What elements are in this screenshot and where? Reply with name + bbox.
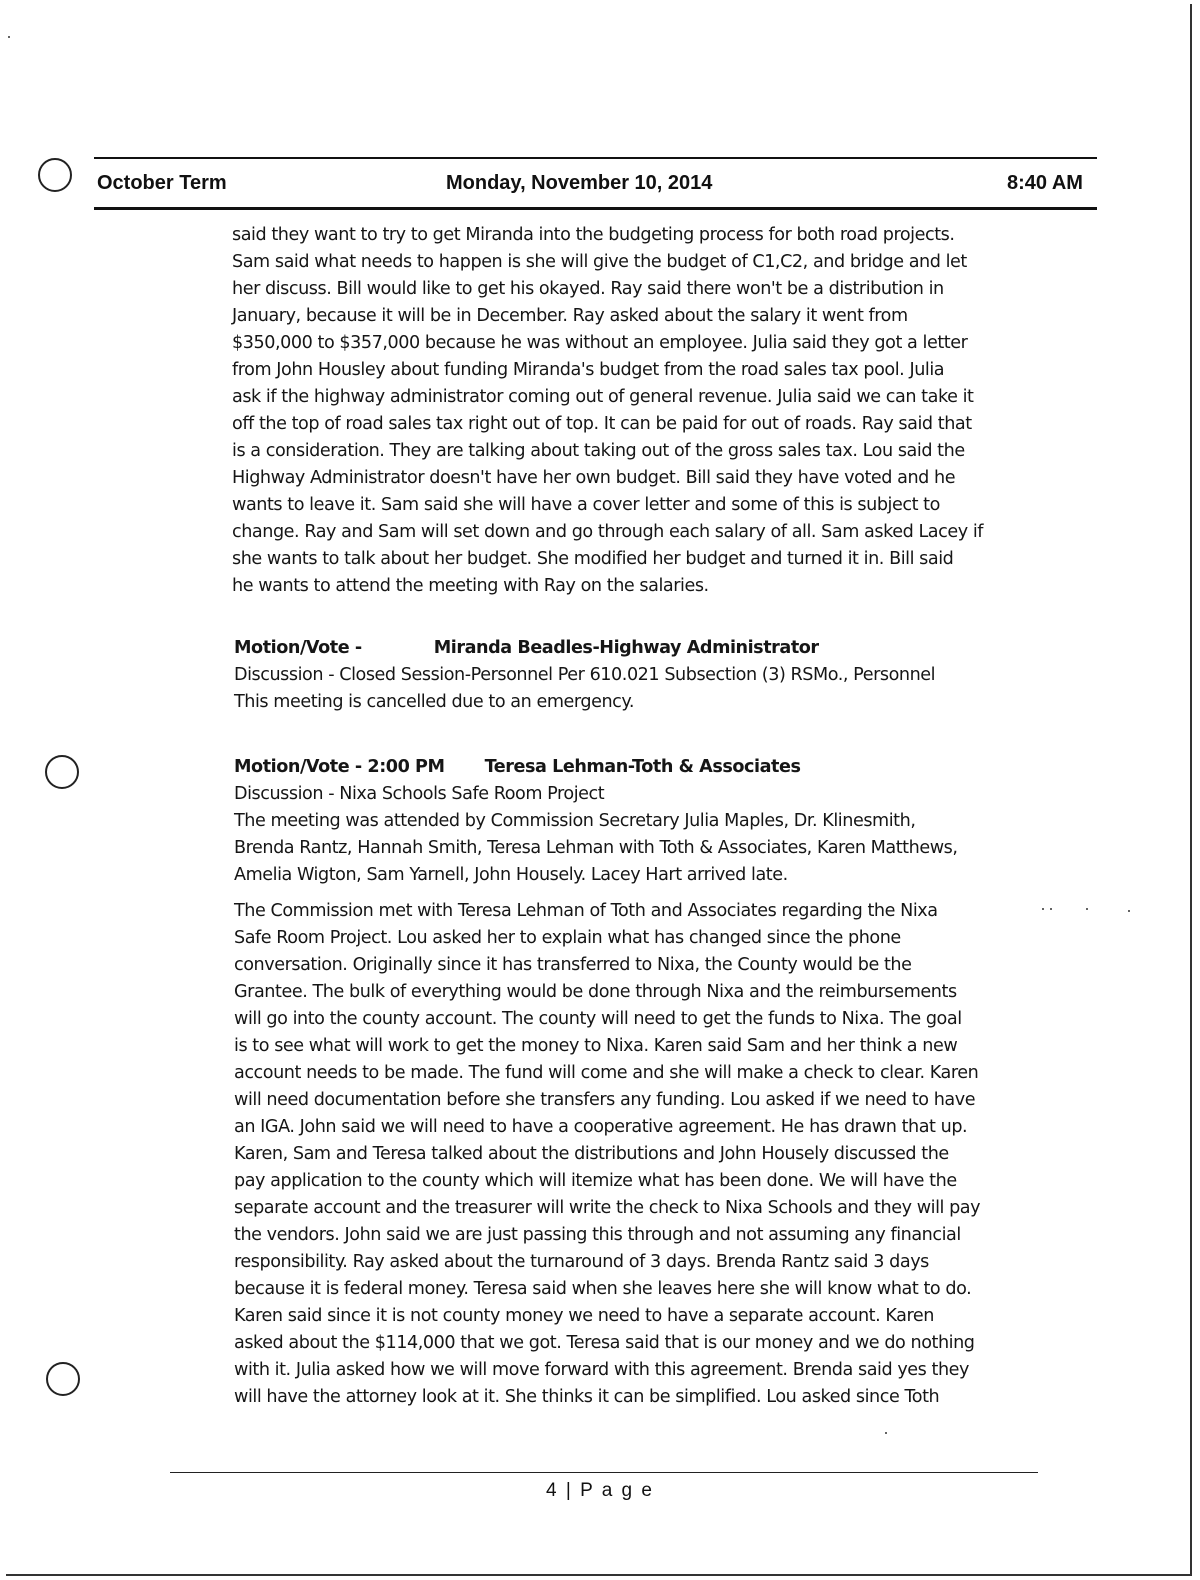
header-time: 8:40 AM — [1007, 172, 1083, 194]
paragraph-line: from John Housley about funding Miranda's budget from the road sales tax pool. Julia — [232, 360, 945, 380]
paragraph-line: The Commission met with Teresa Lehman of Toth and Associates regarding the Nixa — [234, 901, 938, 921]
safe-room-discussion-paragraph — [234, 898, 980, 1411]
scan-speck — [8, 36, 10, 38]
motion-title: Miranda Beadles-Highway Administrator — [433, 638, 819, 658]
scan-speck — [885, 1432, 887, 1434]
motion-section-safe-room — [234, 754, 958, 889]
attendance-line: Amelia Wigton, Sam Yarnell, John Housely. Lacey Hart arrived late. — [234, 865, 788, 885]
paragraph-line: will have the attorney look at it. She thinks it can be simplified. Lou asked since Toth — [234, 1387, 940, 1407]
motion-heading — [234, 754, 958, 781]
paragraph-line: is a consideration. They are talking about taking out of the gross sales tax. Lou said the — [232, 441, 965, 461]
paragraph-line: an IGA. John said we will need to have a cooperative agreement. He has drawn that up. — [234, 1117, 968, 1137]
paragraph-line: Grantee. The bulk of everything would be done through Nixa and the reimbursements — [234, 982, 957, 1002]
paragraph-line: the vendors. John said we are just passing this through and not assuming any financial — [234, 1225, 961, 1245]
paragraph-line: January, because it will be in December. Ray asked about the salary it went from — [232, 306, 908, 326]
motion-section-highway-administrator — [234, 635, 935, 716]
attendance-line: Brenda Rantz, Hannah Smith, Teresa Lehman with Toth & Associates, Karen Matthews, — [234, 838, 958, 858]
paragraph-line: she wants to talk about her budget. She modified her budget and turned it in. Bill said — [232, 549, 954, 569]
paragraph-line: pay application to the county which will itemize what has been done. We will have the — [234, 1171, 957, 1191]
paragraph-line: $350,000 to $357,000 because he was without an employee. Julia said they got a letter — [232, 333, 968, 353]
paragraph-line: wants to leave it. Sam said she will have a cover letter and some of this is subject to — [232, 495, 940, 515]
paragraph-line: with it. Julia asked how we will move forward with this agreement. Brenda said yes they — [234, 1360, 970, 1380]
paragraph-line: change. Ray and Sam will set down and go through each salary of all. Sam asked Lacey if — [232, 522, 984, 542]
scan-speck — [1086, 908, 1088, 910]
motion-heading — [234, 635, 935, 662]
paragraph-line: separate account and the treasurer will write the check to Nixa Schools and they will pay — [234, 1198, 981, 1218]
paragraph-line: conversation. Originally since it has transferred to Nixa, the County would be the — [234, 955, 912, 975]
scan-speck — [1042, 908, 1044, 910]
header-date: Monday, November 10, 2014 — [446, 172, 713, 194]
header-term: October Term — [97, 172, 227, 194]
paragraph-line: Safe Room Project. Lou asked her to explain what has changed since the phone — [234, 928, 901, 948]
paragraph-line: said they want to try to get Miranda into the budgeting process for both road projects. — [232, 225, 955, 245]
paragraph-line: her discuss. Bill would like to get his okayed. Ray said there won't be a distribution in — [232, 279, 944, 299]
page-number: 4 | P a g e — [546, 1480, 654, 1501]
punch-hole-bottom — [46, 1362, 80, 1396]
paragraph-line: account needs to be made. The fund will come and she will make a check to clear. Karen — [234, 1063, 979, 1083]
paragraph-line: will go into the county account. The county will need to get the funds to Nixa. The goal — [234, 1009, 962, 1029]
motion-label: Motion/Vote - 2:00 PM — [234, 757, 445, 777]
punch-hole-middle — [45, 755, 79, 789]
attendance-line: The meeting was attended by Commission Secretary Julia Maples, Dr. Klinesmith, — [234, 811, 916, 831]
scan-speck — [1050, 908, 1052, 910]
footer-rule — [170, 1472, 1038, 1473]
paragraph-line: he wants to attend the meeting with Ray on the salaries. — [232, 576, 709, 596]
header-rule-top — [94, 157, 1097, 159]
punch-hole-top — [38, 158, 72, 192]
discussion-line: Discussion - Nixa Schools Safe Room Project — [234, 784, 605, 804]
paragraph-line: is to see what will work to get the money to Nixa. Karen said Sam and her think a new — [234, 1036, 958, 1056]
paragraph-line: Karen said since it is not county money we need to have a separate account. Karen — [234, 1306, 934, 1326]
paragraph-line: off the top of road sales tax right out of top. It can be paid for out of roads. Ray said that — [232, 414, 972, 434]
header-rule-bottom — [94, 207, 1097, 210]
paragraph-line: will need documentation before she transfers any funding. Lou asked if we need to have — [234, 1090, 976, 1110]
paragraph-line: ask if the highway administrator coming out of general revenue. Julia said we can take it — [232, 387, 974, 407]
paragraph-line: Sam said what needs to happen is she will give the budget of C1,C2, and bridge and let — [232, 252, 967, 272]
motion-title: Teresa Lehman-Toth & Associates — [484, 757, 801, 777]
paragraph-line: Highway Administrator doesn't have her own budget. Bill said they have voted and he — [232, 468, 956, 488]
paragraph-line: responsibility. Ray asked about the turnaround of 3 days. Brenda Rantz said 3 days — [234, 1252, 929, 1272]
paragraph-line: asked about the $114,000 that we got. Teresa said that is our money and we do nothing — [234, 1333, 975, 1353]
cancellation-note: This meeting is cancelled due to an emergency. — [234, 692, 634, 712]
motion-label: Motion/Vote - — [234, 638, 362, 658]
budget-discussion-paragraph — [232, 222, 983, 600]
scan-speck — [1128, 910, 1130, 912]
paragraph-line: because it is federal money. Teresa said when she leaves here she will know what to do. — [234, 1279, 972, 1299]
discussion-line: Discussion - Closed Session-Personnel Per 610.021 Subsection (3) RSMo., Personnel — [234, 665, 936, 685]
paragraph-line: Karen, Sam and Teresa talked about the distributions and John Housely discussed the — [234, 1144, 949, 1164]
